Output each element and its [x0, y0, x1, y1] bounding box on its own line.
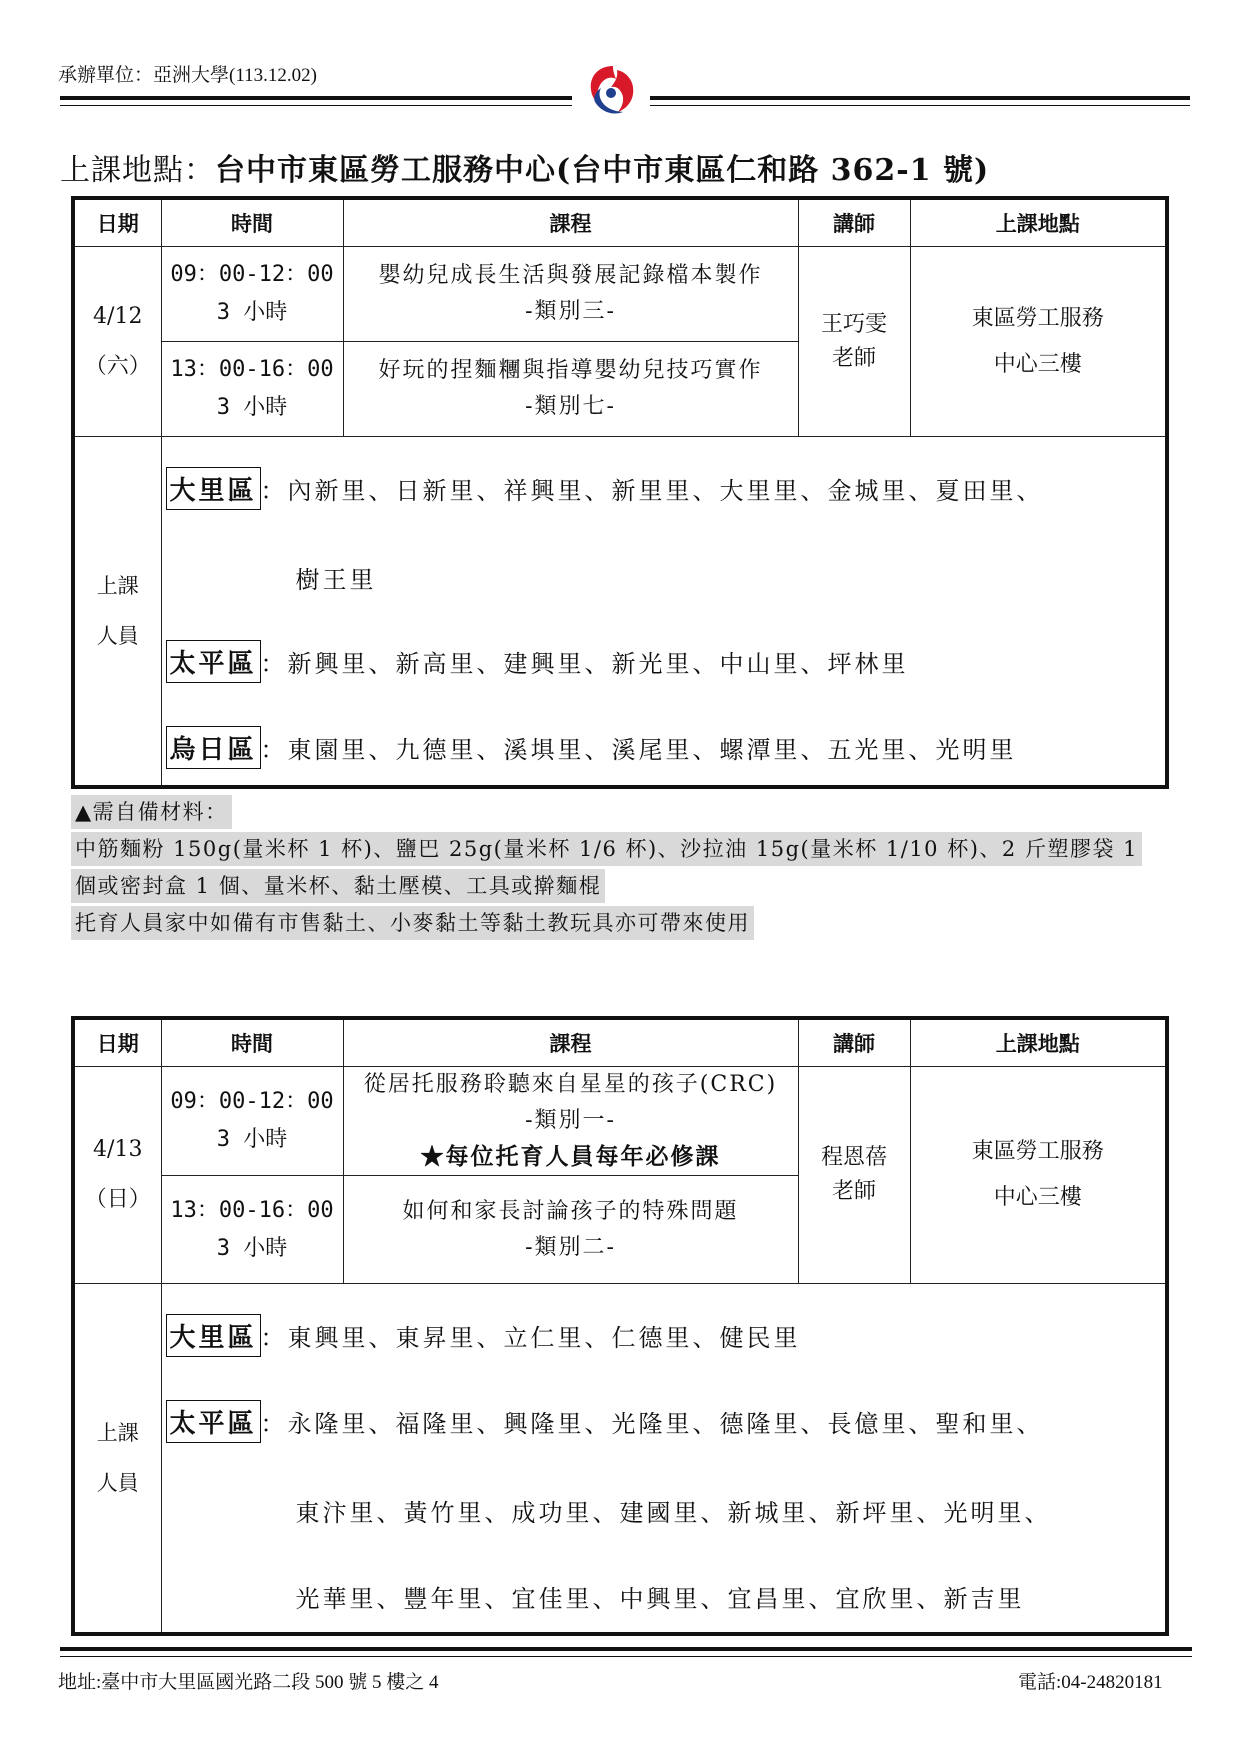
people-label-2: 人員 [96, 1470, 139, 1495]
district-name: 太平區 [166, 640, 261, 683]
time-cell [161, 1067, 343, 1176]
date: 4/13 [93, 1137, 143, 1162]
place-line-2: 中心三樓 [993, 1185, 1082, 1210]
course-category: -類別三- [525, 299, 616, 324]
place-line-1: 東區勞工服務 [971, 305, 1104, 331]
time-cell [161, 1176, 343, 1284]
teacher-title: 老師 [831, 345, 876, 371]
district-row-continued: 東汴里、黃竹里、成功里、建國里、新城里、新坪里、光明里、 [295, 1499, 1052, 1527]
time-cell [161, 247, 343, 342]
col-teacher: 講師 [798, 198, 910, 247]
district-row [166, 1400, 1044, 1443]
time-range: 09：00-12：00 [170, 262, 334, 287]
col-course: 課程 [343, 198, 798, 247]
title-label: 上課地點： [60, 153, 215, 188]
header-rule-right [650, 96, 1190, 106]
district-villages: ：永隆里、福隆里、興隆里、光隆里、德隆里、長億里、聖和里、 [260, 1410, 1044, 1438]
course-title: 從居托服務聆聽來自星星的孩子(CRC) [363, 1072, 778, 1097]
table-row [73, 247, 1167, 342]
materials-line-1: 中筋麵粉 150g(量米杯 1 杯)、鹽巴 25g(量米杯 1/6 杯)、沙拉油 15g(量米杯 1/10 杯)、2 斤塑膠袋 1 [71, 832, 1142, 866]
col-time: 時間 [161, 198, 343, 247]
people-row [73, 1284, 1167, 1634]
district-name: 大里區 [166, 1314, 261, 1357]
col-time: 時間 [161, 1018, 343, 1067]
district-row [166, 467, 1044, 510]
materials-line-3: 托育人員家中如備有市售黏土、小麥黏土等黏土教玩具亦可帶來使用 [71, 906, 754, 940]
people-label-1: 上課 [96, 1420, 139, 1445]
duration: 3 小時 [216, 300, 288, 325]
materials-heading: ▲需自備材料： [71, 795, 232, 829]
people-label-1: 上課 [96, 573, 139, 598]
date-cell [73, 247, 161, 437]
districts-cell [161, 1284, 1167, 1634]
district-name: 太平區 [166, 1400, 261, 1443]
col-course: 課程 [343, 1018, 798, 1067]
district-villages: ：新興里、新高里、建興里、新光里、中山里、坪林里 [260, 650, 909, 678]
col-date: 日期 [73, 1018, 161, 1067]
organization-logo-icon [583, 62, 639, 118]
teacher-name: 王巧雯 [820, 311, 887, 337]
course-cell [343, 1176, 798, 1284]
course-title: 如何和家長討論孩子的特殊問題 [402, 1198, 739, 1224]
duration: 3 小時 [216, 1127, 288, 1152]
footer-address: 地址:臺中市大里區國光路二段 500 號 5 樓之 4 [58, 1672, 439, 1693]
district-villages: ：東園里、九德里、溪埧里、溪尾里、螺潭里、五光里、光明里 [260, 736, 1017, 764]
district-name: 烏日區 [166, 726, 261, 769]
table-row [73, 1067, 1167, 1176]
course-cell [343, 1067, 798, 1176]
place-cell [910, 1067, 1167, 1284]
time-cell [161, 342, 343, 437]
footer-phone: 電話:04-24820181 [1018, 1672, 1163, 1693]
course-category: -類別七- [525, 394, 616, 419]
weekday: （六） [84, 353, 151, 379]
duration: 3 小時 [216, 395, 288, 420]
time-range: 13：00-16：00 [170, 357, 334, 382]
mandatory-note: ★每位托育人員每年必修課 [420, 1143, 721, 1170]
materials-line-2: 個或密封盒 1 個、量米杯、黏土壓模、工具或擀麵棍 [71, 869, 605, 903]
people-label-cell [73, 437, 161, 787]
people-label-2: 人員 [96, 623, 139, 648]
district-name: 大里區 [166, 467, 261, 510]
teacher-name: 程恩蓓 [820, 1145, 887, 1170]
title-place: 台中市東區勞工服務中心(台中市東區仁和路 362-1 號) [215, 153, 990, 188]
date-cell [73, 1067, 161, 1284]
organizer-text: 承辦單位：亞洲大學(113.12.02) [58, 65, 317, 86]
course-cell [343, 342, 798, 437]
district-row [166, 1314, 801, 1357]
district-villages: ：東興里、東昇里、立仁里、仁德里、健民里 [260, 1324, 801, 1352]
footer-rule [60, 1647, 1192, 1657]
weekday: （日） [84, 1187, 151, 1212]
date: 4/12 [93, 303, 143, 329]
page-title [60, 145, 989, 189]
duration: 3 小時 [216, 1235, 288, 1261]
time-range: 09：00-12：00 [170, 1089, 334, 1114]
table-header-row [73, 1018, 1167, 1067]
teacher-cell [798, 1067, 910, 1284]
district-row-continued: 樹王里 [295, 566, 377, 594]
district-row [166, 726, 1017, 769]
course-category: -類別二- [525, 1234, 616, 1260]
people-row [73, 437, 1167, 787]
district-villages: ：內新里、日新里、祥興里、新里里、大里里、金城里、夏田里、 [260, 477, 1044, 505]
table-header-row [73, 198, 1167, 247]
schedule-table-1 [71, 196, 1169, 789]
time-range: 13：00-16：00 [170, 1197, 334, 1223]
course-category: -類別一- [525, 1108, 616, 1133]
place-line-2: 中心三樓 [993, 351, 1082, 377]
district-row-continued: 光華里、豐年里、宜佳里、中興里、宜昌里、宜欣里、新吉里 [295, 1585, 1025, 1613]
header-rule-left [60, 96, 572, 106]
district-row [166, 640, 909, 683]
place-line-1: 東區勞工服務 [971, 1139, 1104, 1164]
teacher-cell [798, 247, 910, 437]
col-date: 日期 [73, 198, 161, 247]
course-title: 嬰幼兒成長生活與發展記錄檔本製作 [378, 263, 763, 288]
districts-cell [161, 437, 1167, 787]
course-title: 好玩的捏麵糰與指導嬰幼兒技巧實作 [378, 358, 763, 383]
course-cell [343, 247, 798, 342]
col-teacher: 講師 [798, 1018, 910, 1067]
col-place: 上課地點 [910, 1018, 1167, 1067]
col-place: 上課地點 [910, 198, 1167, 247]
place-cell [910, 247, 1167, 437]
people-label-cell [73, 1284, 161, 1634]
schedule-table-2 [71, 1016, 1169, 1636]
teacher-title: 老師 [831, 1179, 876, 1204]
